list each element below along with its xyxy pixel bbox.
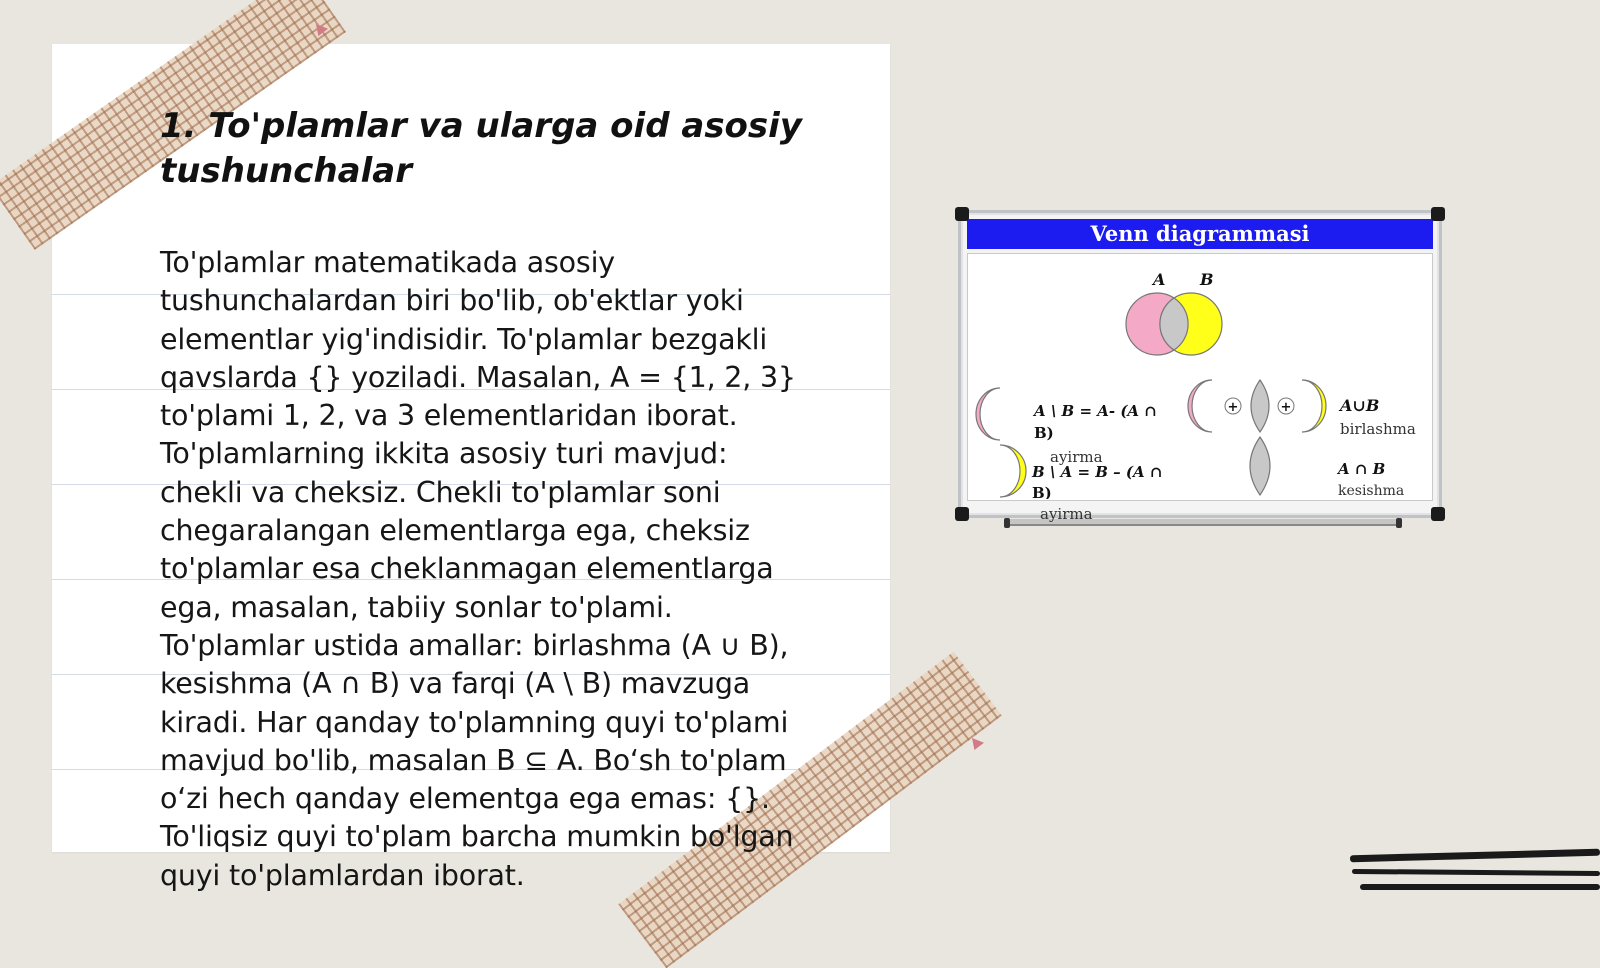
intersection-shape bbox=[1250, 437, 1270, 495]
body-line: ega, masalan, tabiiy sonlar to'plami. bbox=[160, 590, 673, 624]
brush-stroke bbox=[1360, 884, 1600, 890]
tray-end bbox=[1396, 518, 1402, 528]
body-line: kesishma (A ∩ B) va farqi (A \ B) mavzuga bbox=[160, 667, 751, 701]
body-line: elementlar yig'indisidir. To'plamlar bezgakli bbox=[160, 322, 768, 356]
difference-ba-label: ayirma bbox=[1040, 505, 1093, 523]
body-line: To'plamlar ustida amallar: birlashma (A ∪ B), bbox=[160, 628, 789, 662]
body-line: to'plamlar esa cheklanmagan elementlarga bbox=[160, 552, 774, 586]
body-line: mavjud bo'lib, masalan B ⊆ A. Bo‘sh to'plam bbox=[160, 743, 787, 777]
tape-tip bbox=[972, 738, 984, 750]
body-line: To'liqsiz quyi to'plam barcha mumkin bo'lgan bbox=[160, 820, 794, 854]
venn-diagram bbox=[968, 254, 1432, 499]
whiteboard-surface bbox=[967, 253, 1433, 501]
intersection-formula: A ∩ B bbox=[1338, 460, 1386, 478]
body-line: chegaralangan elementlarga ega, cheksiz bbox=[160, 514, 750, 548]
venn-whiteboard bbox=[958, 210, 1442, 518]
whiteboard-header: Venn diagrammasi bbox=[967, 219, 1433, 249]
body-line: To'plamlarning ikkita asosiy turi mavjud: bbox=[160, 437, 728, 471]
body-line: qavslarda {} yoziladi. Masalan, A = {1, 2, 3} bbox=[160, 360, 796, 394]
body-line: kiradi. Har qanday to'plamning quyi to'plami bbox=[160, 705, 789, 739]
body-line: to'plami 1, 2, va 3 elementlaridan iborat. bbox=[160, 399, 738, 433]
board-corner bbox=[955, 207, 969, 221]
plus-symbol: + bbox=[1280, 400, 1292, 415]
body-line: o‘zi hech qanday elementga ega emas: {}. bbox=[160, 782, 770, 816]
union-part-a bbox=[1188, 380, 1212, 432]
brush-stroke bbox=[1352, 869, 1600, 876]
board-corner bbox=[955, 507, 969, 521]
body-line: tushunchalardan biri bo'lib, ob'ektlar yoki bbox=[160, 284, 744, 318]
difference-ab-formula-cont: B) bbox=[1034, 424, 1054, 442]
body-line: chekli va cheksiz. Chekli to'plamlar soni bbox=[160, 475, 721, 509]
union-formula: A∪B bbox=[1340, 396, 1380, 415]
difference-ab-shape bbox=[976, 388, 1000, 440]
intersection-label: kesishma bbox=[1338, 483, 1405, 499]
slide-title: 1. To'plamlar va ularga oid asosiy tushunchalar bbox=[160, 106, 802, 191]
union-label: birlashma bbox=[1340, 420, 1416, 438]
difference-ba-shape bbox=[1000, 445, 1026, 497]
difference-ab-label: ayirma bbox=[1050, 448, 1103, 466]
plus-symbol: + bbox=[1227, 400, 1239, 415]
set-b-label: B bbox=[1200, 270, 1214, 289]
body-paragraph bbox=[160, 244, 850, 895]
difference-ba-formula: B \ A = B – (A ∩ bbox=[1032, 463, 1163, 481]
brush-stroke bbox=[1350, 849, 1600, 863]
union-part-overlap bbox=[1251, 380, 1269, 432]
board-corner bbox=[1431, 507, 1445, 521]
board-corner bbox=[1431, 207, 1445, 221]
tray-end bbox=[1004, 518, 1010, 528]
body-line: To'plamlar matematikada asosiy bbox=[160, 246, 615, 279]
set-a-label: A bbox=[1153, 270, 1166, 289]
difference-ab-formula: A \ B = A- (A ∩ bbox=[1034, 402, 1157, 420]
body-line: quyi to'plamlardan iborat. bbox=[160, 858, 525, 892]
difference-ba-formula-cont: B) bbox=[1032, 484, 1052, 499]
union-part-b bbox=[1302, 380, 1326, 432]
